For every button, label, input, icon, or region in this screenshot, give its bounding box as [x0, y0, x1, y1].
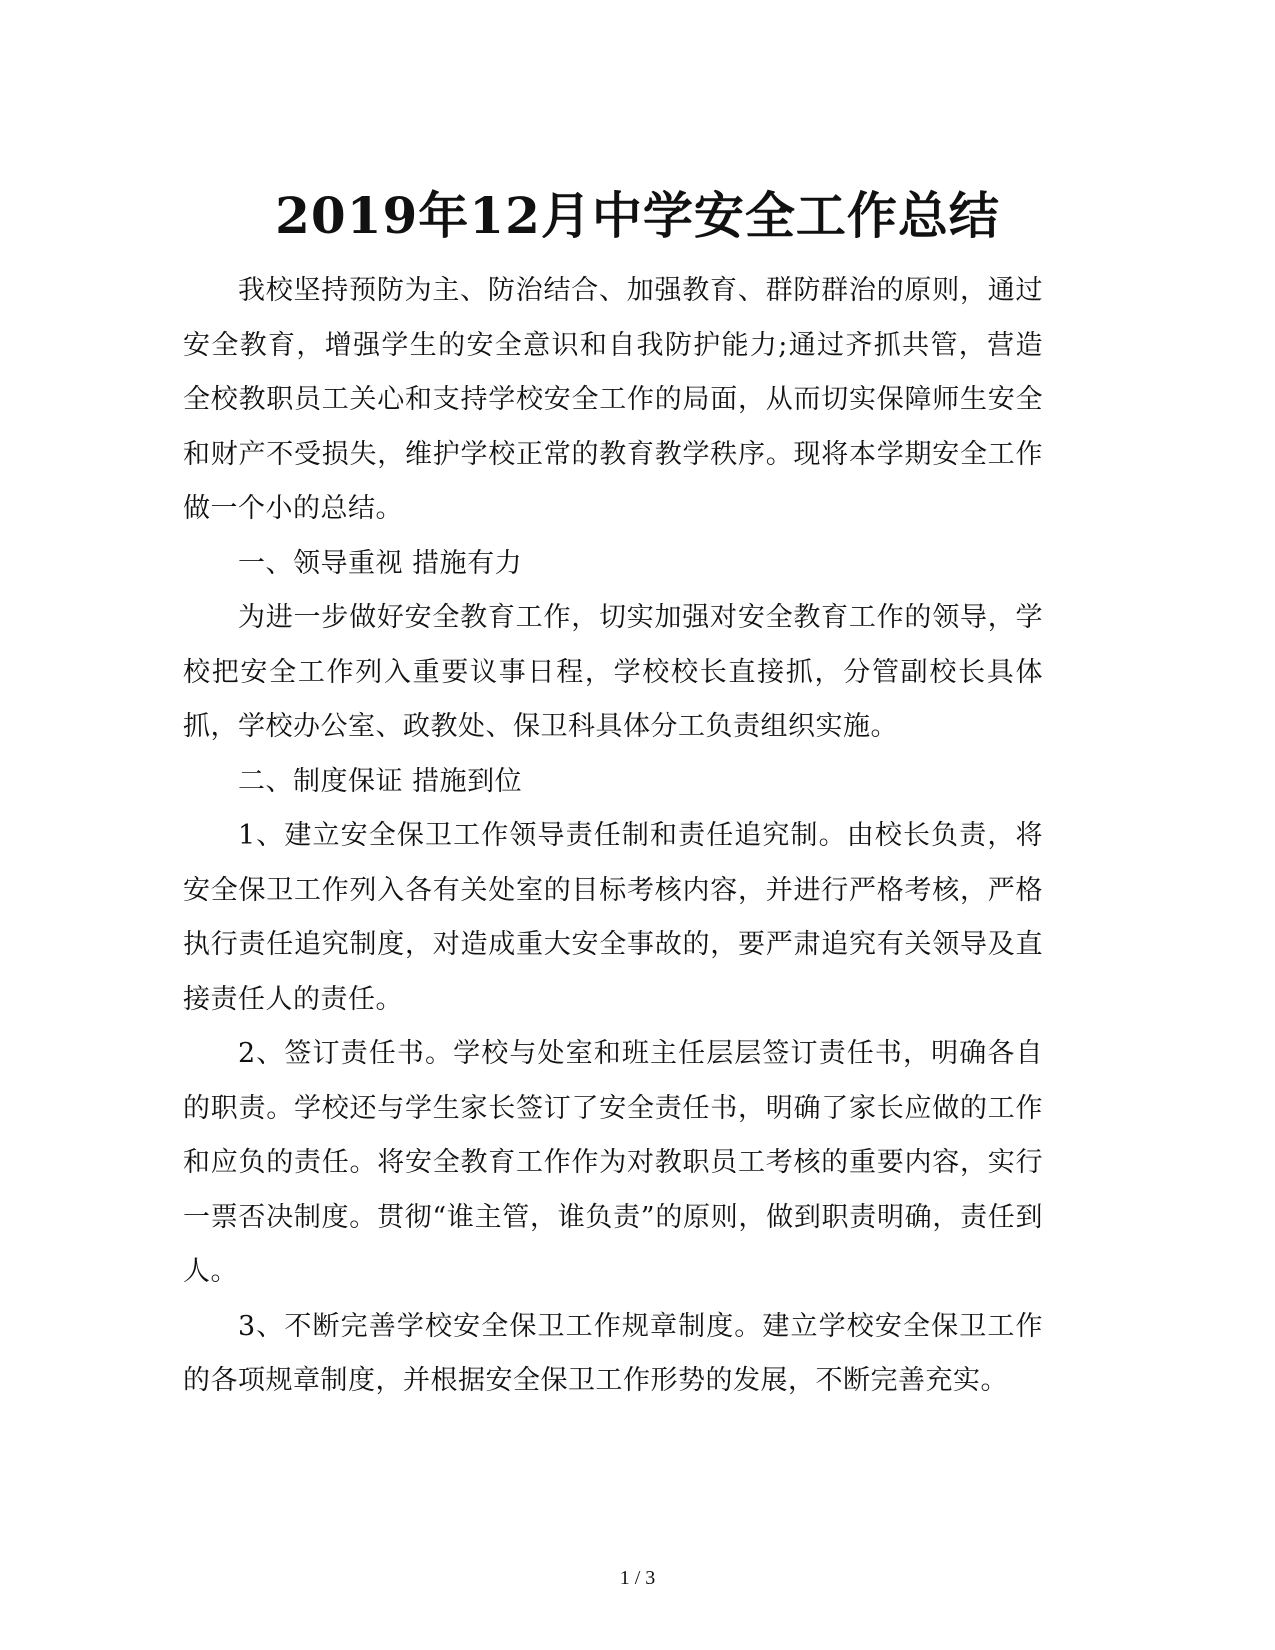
section-2-item-1: 1、建立安全保卫工作领导责任制和责任追究制。由校长负责，将安全保卫工作列入各有关处室的目标考核内容，并进行严格考核，严格执行责任追究制度，对造成重大安全事故的，要严肃追究有关领导及直接责任人的责任。 — [183, 820, 1043, 1015]
page-number: 1 / 3 — [619, 1567, 656, 1589]
section-2-item-2: 2、签订责任书。学校与处室和班主任层层签订责任书，明确各自的职责。学校还与学生家长签订了安全责任书，明确了家长应做的工作和应负的责任。将安全教育工作作为对教职员工考核的重要内容，实行一票否决制度。贯彻“谁主管，谁负责”的原则，做到职责明确，责任到人。 — [183, 1038, 1043, 1287]
section-2-item-3: 3、不断完善学校安全保卫工作规章制度。建立学校安全保卫工作的各项规章制度，并根据安全保卫工作形势的发展，不断完善充实。 — [183, 1310, 1043, 1396]
document-body — [183, 264, 1043, 1409]
document-title: 2019年12月中学安全工作总结 — [275, 185, 1000, 245]
section-heading-1: 一、领导重视 措施有力 — [238, 547, 523, 579]
section-heading-2: 二、制度保证 措施到位 — [238, 765, 523, 797]
intro-paragraph: 我校坚持预防为主、防治结合、加强教育、群防群治的原则，通过安全教育，增强学生的安全意识和自我防护能力;通过齐抓共管，营造全校教职员工关心和支持学校安全工作的局面，从而切实保障师生安全和财产不受损失，维护学校正常的教育教学秩序。现将本学期安全工作做一个小的总结。 — [183, 275, 1043, 524]
section-1-paragraph: 为进一步做好安全教育工作，切实加强对安全教育工作的领导，学校把安全工作列入重要议事日程，学校校长直接抓，分管副校长具体抓，学校办公室、政教处、保卫科具体分工负责组织实施。 — [183, 602, 1043, 742]
